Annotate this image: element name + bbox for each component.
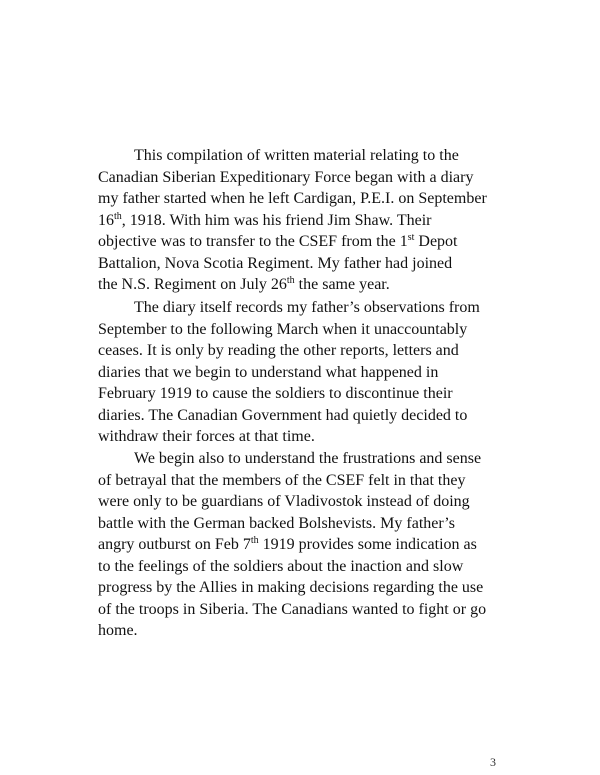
paragraph-line: September to the following March when it unaccountably	[98, 320, 468, 338]
paragraph-line: February 1919 to cause the soldiers to discontinue their	[98, 385, 453, 402]
paragraph-line: Battalion, Nova Scotia Regiment. My father had joined	[98, 254, 453, 272]
paragraph-line: of the troops in Siberia. The Canadians wanted to fight or go	[98, 600, 487, 618]
paragraph-1	[98, 145, 558, 296]
line-text: objective was to transfer to the CSEF from the 1	[98, 233, 408, 250]
paragraph-line	[98, 210, 558, 232]
paragraph-line: my father started when he left Cardigan, P.E.I. on September	[98, 190, 487, 207]
paragraph-line: withdraw their forces at that time.	[98, 428, 315, 445]
paragraph-3	[98, 448, 558, 642]
paragraph-line: We begin also to understand the frustrations and sense	[134, 450, 482, 467]
line-text: Depot	[414, 233, 458, 250]
paragraph-line	[98, 274, 558, 296]
superscript: th	[114, 210, 122, 222]
superscript: th	[286, 275, 295, 286]
line-text: angry outburst on Feb 7	[98, 536, 251, 553]
superscript: th	[250, 535, 259, 546]
paragraph-line: home.	[98, 622, 138, 639]
paragraph-2	[98, 297, 558, 448]
paragraph-line: ceases. It is only by reading the other reports, letters and	[98, 342, 459, 359]
page-number: 3	[490, 755, 496, 769]
line-text: the same year.	[294, 276, 390, 293]
line-text: 16	[98, 211, 114, 229]
paragraph-line: battle with the German backed Bolshevists. My father’s	[98, 514, 455, 532]
paragraph-line: of betrayal that the members of the CSEF felt in that they	[98, 471, 466, 489]
paragraph-line: to the feelings of the soldiers about the inaction and slow	[98, 557, 464, 575]
line-text: 1919 provides some indication as	[258, 536, 477, 553]
paragraph-line	[98, 534, 558, 556]
paragraph-line	[98, 231, 558, 253]
line-text: the N.S. Regiment on July 26	[98, 276, 287, 293]
paragraph-line: diaries that we begin to understand what happened in	[98, 363, 439, 381]
line-text: , 1918. With him was his friend Jim Shaw. Their	[121, 211, 432, 229]
paragraph-line: were only to be guardians of Vladivostok instead of doing	[98, 493, 470, 510]
paragraph-line: Canadian Siberian Expeditionary Force began with a diary	[98, 168, 474, 186]
paragraph-line: diaries. The Canadian Government had quietly decided to	[98, 406, 468, 424]
paragraph-line: The diary itself records my father’s observations from	[134, 299, 480, 316]
paragraph-line: This compilation of written material relating to the	[134, 147, 459, 164]
paragraph-line: progress by the Allies in making decisions regarding the use	[98, 579, 484, 596]
superscript: st	[407, 232, 415, 243]
